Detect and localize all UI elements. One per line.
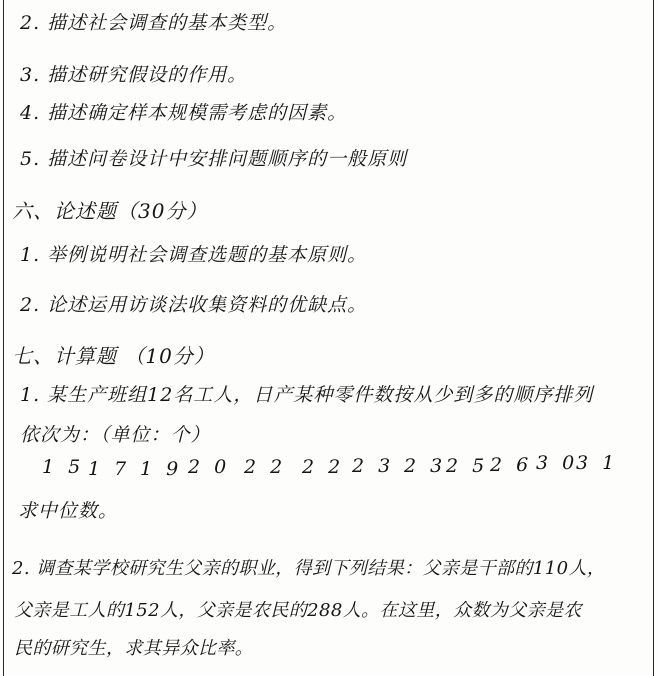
question-6-2: 2. 论述运用访谈法收集资料的优缺点。 <box>20 294 368 316</box>
question-7-2-line2: 父亲是工人的152人，父亲是农民的288人。在这里，众数为父亲是农 <box>14 600 582 621</box>
page-border-right <box>653 0 654 676</box>
question-5-4: 4. 描述确定样本规模需考虑的因素。 <box>20 102 348 124</box>
value-3: 19 <box>140 458 193 480</box>
value-10: 26 <box>490 454 543 476</box>
question-5-5: 5. 描述问卷设计中安排问题顺序的一般原则 <box>20 148 408 170</box>
value-7: 23 <box>352 455 405 477</box>
value-12: 31 <box>576 452 629 474</box>
section-7-heading: 七、计算题 （10分） <box>12 344 215 368</box>
value-11: 30 <box>536 452 589 474</box>
value-6: 22 <box>302 456 355 478</box>
value-4: 20 <box>188 456 241 478</box>
question-5-3: 3. 描述研究假设的作用。 <box>20 64 248 86</box>
value-9: 25 <box>446 455 499 477</box>
value-2: 17 <box>88 458 141 480</box>
value-5: 22 <box>244 456 297 478</box>
question-5-2: 2. 描述社会调查的基本类型。 <box>20 12 288 34</box>
question-7-2-line3: 民的研究生，求其异众比率。 <box>14 638 254 659</box>
question-7-2-line1: 2. 调查某学校研究生父亲的职业，得到下列结果：父亲是干部的110人， <box>12 558 606 579</box>
question-7-1-line2: 依次为：（单位：个） <box>20 424 211 446</box>
value-8: 23 <box>404 455 457 477</box>
question-7-1-ask: 求中位数。 <box>18 500 119 522</box>
question-7-1-line1: 1. 某生产班组12名工人，日产某种零件数按从少到多的顺序排列 <box>20 384 594 406</box>
question-6-1: 1. 举例说明社会调查选题的基本原则。 <box>20 244 368 266</box>
section-6-heading: 六、论述题（30分） <box>12 199 208 223</box>
page-border-left <box>3 0 4 676</box>
value-1: 15 <box>42 456 95 478</box>
